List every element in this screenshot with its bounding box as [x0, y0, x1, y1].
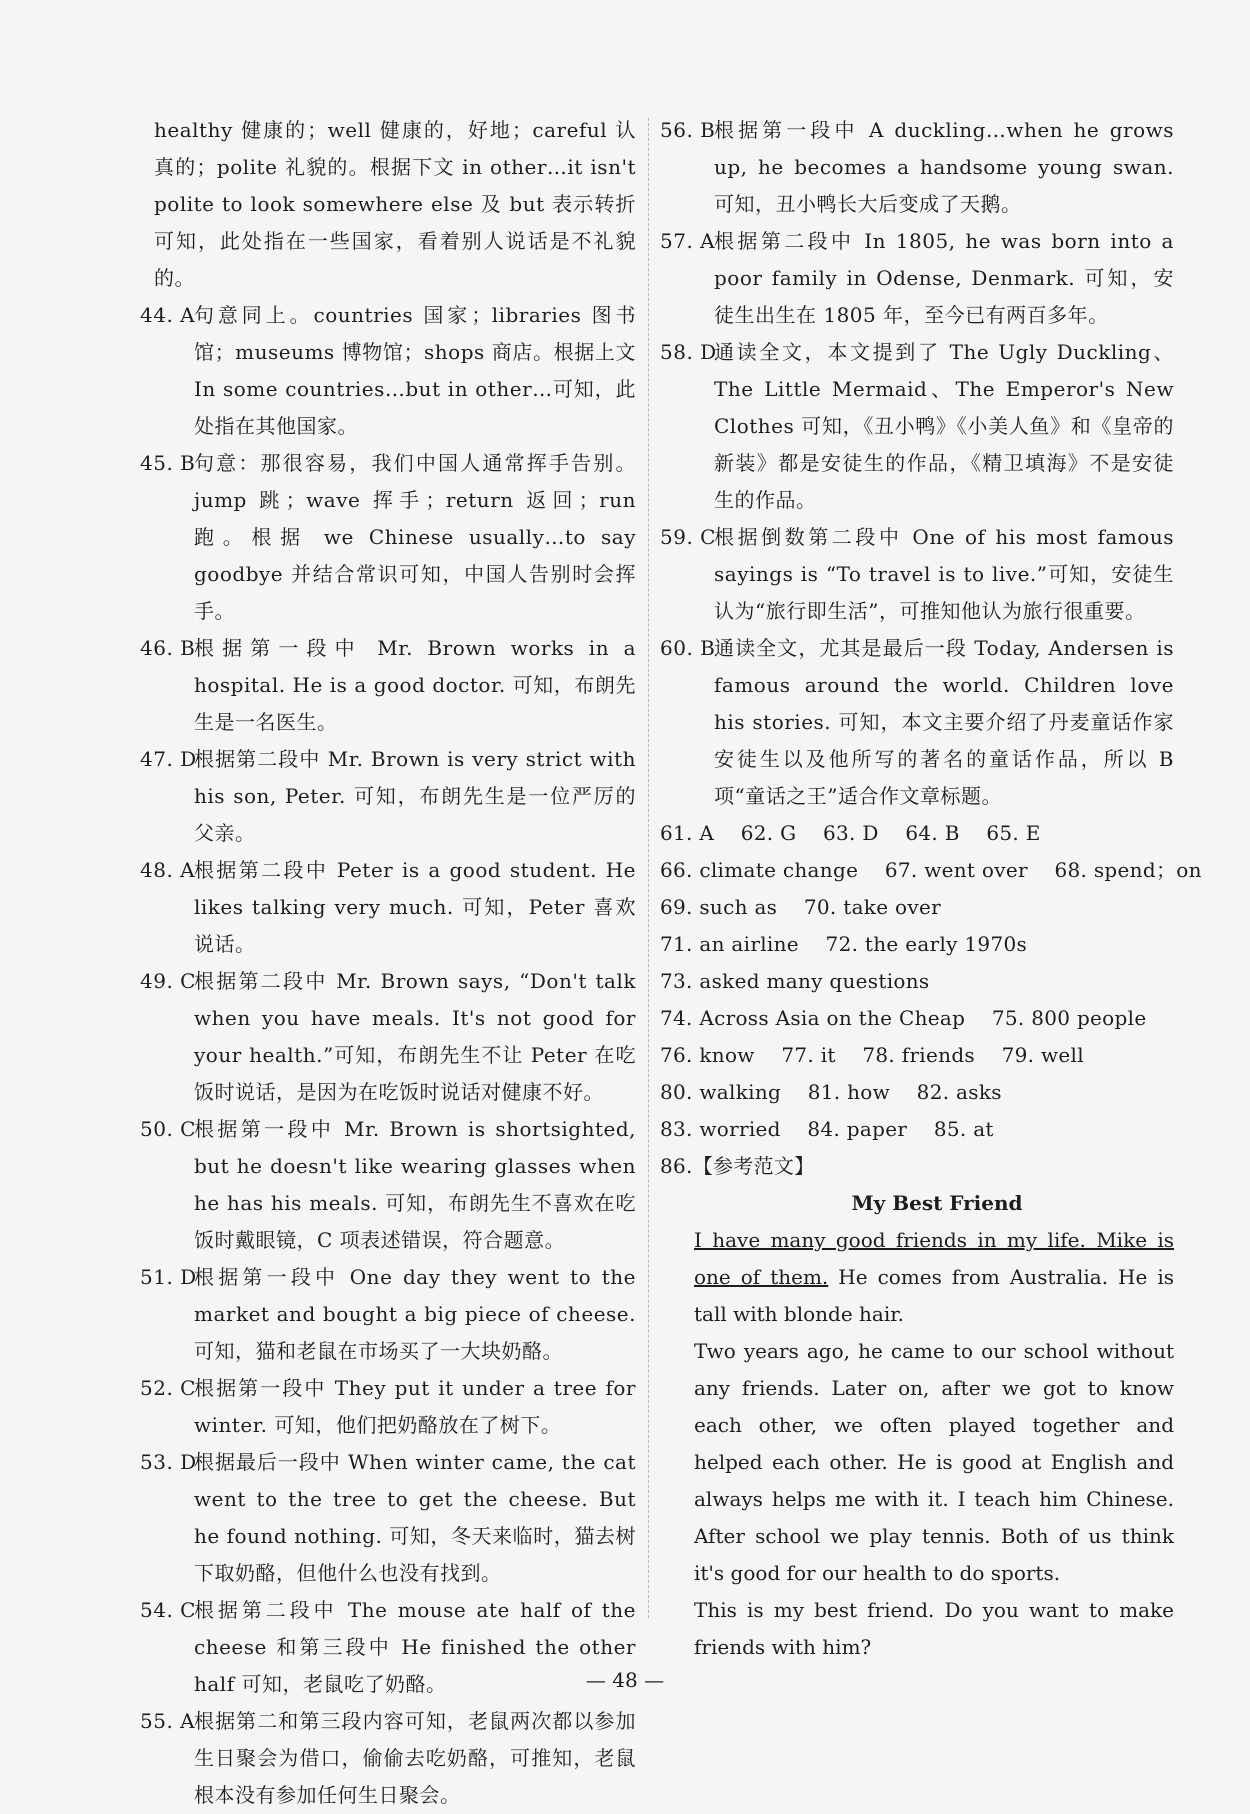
answer-item — [140, 852, 636, 963]
answer-item — [660, 112, 1174, 223]
answer-row: 73. asked many questions — [660, 969, 930, 993]
answer-explanation: 根据第一段中 Mr. Brown works in a hospital. He is a good doctor. 可知，布朗先生是一名医生。 — [194, 636, 636, 734]
answer-number: 59. C — [660, 525, 716, 549]
answer-explanation: 通读全文，本文提到了 The Ugly Duckling、The Little Mermaid、The Emperor's New Clothes 可知，《丑小鸭》《小美人鱼》和《皇帝的新装》都是安徒生的作品，《精卫填海》不是安徒生的作品。 — [714, 340, 1174, 512]
answer-explanation: 根据最后一段中 When winter came, the cat went to the tree to get the cheese. But he found nothing. 可知，冬天来临时，猫去树下取奶酪，但他什么也没有找到。 — [194, 1450, 636, 1585]
answer-number: 46. B — [140, 636, 196, 660]
answer-item — [140, 741, 636, 852]
page-number: — 48 — — [585, 1668, 665, 1692]
answer-number: 44. A — [140, 303, 196, 327]
answer-item — [660, 630, 1174, 815]
answer-row: 83. worried 84. paper 85. at — [660, 1117, 994, 1141]
answer-item — [660, 519, 1174, 630]
answer-item — [660, 334, 1174, 519]
essay-label: 86.【参考范文】 — [660, 1154, 815, 1178]
answer-explanation: 根据第一段中 Mr. Brown is shortsighted, but he doesn't like wearing glasses when he has his meals. 可知，布朗先生不喜欢在吃饭时戴眼镜，C 项表述错误，符合题意。 — [194, 1117, 636, 1252]
answer-number: 45. B — [140, 451, 196, 475]
answer-number: 48. A — [140, 858, 196, 882]
answer-explanation: 根据第二段中 In 1805, he was born into a poor family in Odense, Denmark. 可知，安徒生出生在 1805 年，至今已有两百多年。 — [714, 229, 1174, 327]
essay-title: My Best Friend — [851, 1191, 1023, 1215]
answer-number: 50. C — [140, 1117, 196, 1141]
answer-row: 61. A 62. G 63. D 64. B 65. E — [660, 821, 1041, 845]
answer-explanation: 根据第二段中 Peter is a good student. He likes talking very much. 可知，Peter 喜欢说话。 — [194, 858, 636, 956]
answer-item — [140, 630, 636, 741]
answer-explanation: 通读全文，尤其是最后一段 Today, Andersen is famous around the world. Children love his stories. 可知，本文主要介绍了丹麦童话作家安徒生以及他所写的著名的童话作品，所以 B 项“童话之王”适合作文章标题。 — [714, 636, 1174, 808]
answer-item — [140, 1370, 636, 1444]
answer-item — [140, 1111, 636, 1259]
answer-row: 74. Across Asia on the Cheap 75. 800 people — [660, 1006, 1147, 1030]
answer-explanation: healthy 健康的；well 健康的，好地；careful 认真的；polite 礼貌的。根据下文 in other…it isn't polite to look somewhere else 及 but 表示转折可知，此处指在一些国家，看着别人说话是不礼貌的。 — [154, 118, 636, 290]
answer-explanation: 句意同上。countries 国家；libraries 图书馆；museums 博物馆；shops 商店。根据上文 In some countries…but in other…可知，此处指在其他国家。 — [194, 303, 636, 438]
answer-row: 66. climate change 67. went over 68. spend；on — [660, 858, 1202, 882]
essay-paragraph-3: This is my best friend. Do you want to make friends with him? — [694, 1598, 1174, 1659]
right-answer-explanations — [660, 112, 1174, 815]
column-divider — [648, 118, 649, 1618]
answer-number: 53. D — [140, 1450, 197, 1474]
answer-explanation: 根据第二和第三段内容可知，老鼠两次都以参加生日聚会为借口，偷偷去吃奶酪，可推知，老鼠根本没有参加任何生日聚会。 — [194, 1709, 636, 1807]
answer-explanation: 根据第二段中 Mr. Brown is very strict with his son, Peter. 可知，布朗先生是一位严厉的父亲。 — [194, 747, 636, 845]
answer-explanation: 根据第二段中 The mouse ate half of the cheese 和第三段中 He finished the other half 可知，老鼠吃了奶酪。 — [194, 1598, 636, 1696]
answer-item — [140, 1259, 636, 1370]
answer-explanation: 句意：那很容易，我们中国人通常挥手告别。jump 跳；wave 挥手；return 返回；run 跑。根据 we Chinese usually…to say goodbye 并结合常识可知，中国人告别时会挥手。 — [194, 451, 636, 623]
essay-paragraph-2: Two years ago, he came to our school without any friends. Later on, after we got to know each other, we often played together and helped each other. He is good at English and always helps me with it. I teach him Chinese. After school we play tennis. Both of us think it's good for our health to do sports. — [694, 1339, 1174, 1585]
answer-number: 55. A — [140, 1709, 196, 1733]
answer-number: 49. C — [140, 969, 196, 993]
answer-number: 58. D — [660, 340, 717, 364]
answer-item — [140, 963, 636, 1111]
answer-explanation: 根据倒数第二段中 One of his most famous sayings is “To travel is to live.”可知，安徒生认为“旅行即生活”，可推知他认为旅行很重要。 — [714, 525, 1174, 623]
answer-explanation: 根据第一段中 A duckling…when he grows up, he becomes a handsome young swan. 可知，丑小鸭长大后变成了天鹅。 — [714, 118, 1174, 216]
right-column — [660, 112, 1202, 1666]
answer-item — [660, 223, 1174, 334]
answer-explanation: 根据第二段中 Mr. Brown says, “Don't talk when you have meals. It's not good for your health.”可知，布朗先生不让 Peter 在吃饭时说话，是因为在吃饭时说话对健康不好。 — [194, 969, 636, 1104]
answer-number: 57. A — [660, 229, 716, 253]
answer-row: 69. such as 70. take over — [660, 895, 941, 919]
answer-item — [140, 445, 636, 630]
answer-number: 60. B — [660, 636, 716, 660]
answer-number: 54. C — [140, 1598, 196, 1622]
answer-item — [140, 1703, 636, 1814]
answer-row: 76. know 77. it 78. friends 79. well — [660, 1043, 1084, 1067]
answer-row: 71. an airline 72. the early 1970s — [660, 932, 1028, 956]
short-answer-rows — [660, 815, 1202, 1148]
answer-item — [140, 297, 636, 445]
answer-number: 47. D — [140, 747, 197, 771]
answer-number: 56. B — [660, 118, 716, 142]
essay-paragraph-1 — [660, 1222, 1174, 1333]
answer-explanation: 根据第一段中 One day they went to the market and bought a big piece of cheese. 可知，猫和老鼠在市场买了一大块奶酪。 — [194, 1265, 636, 1363]
answer-item — [140, 112, 636, 297]
left-column — [140, 112, 636, 1814]
answer-number: 52. C — [140, 1376, 196, 1400]
answer-number: 51. D — [140, 1265, 197, 1289]
answer-explanation: 根据第一段中 They put it under a tree for winter. 可知，他们把奶酪放在了树下。 — [194, 1376, 636, 1437]
essay-underlined-sentence: I have many good friends in my life. Mike is one of them. — [694, 1228, 1174, 1289]
essay-paragraph-1-rest: He comes from Australia. He is tall with blonde hair. — [694, 1265, 1174, 1326]
answer-item — [140, 1444, 636, 1592]
answer-row: 80. walking 81. how 82. asks — [660, 1080, 1002, 1104]
